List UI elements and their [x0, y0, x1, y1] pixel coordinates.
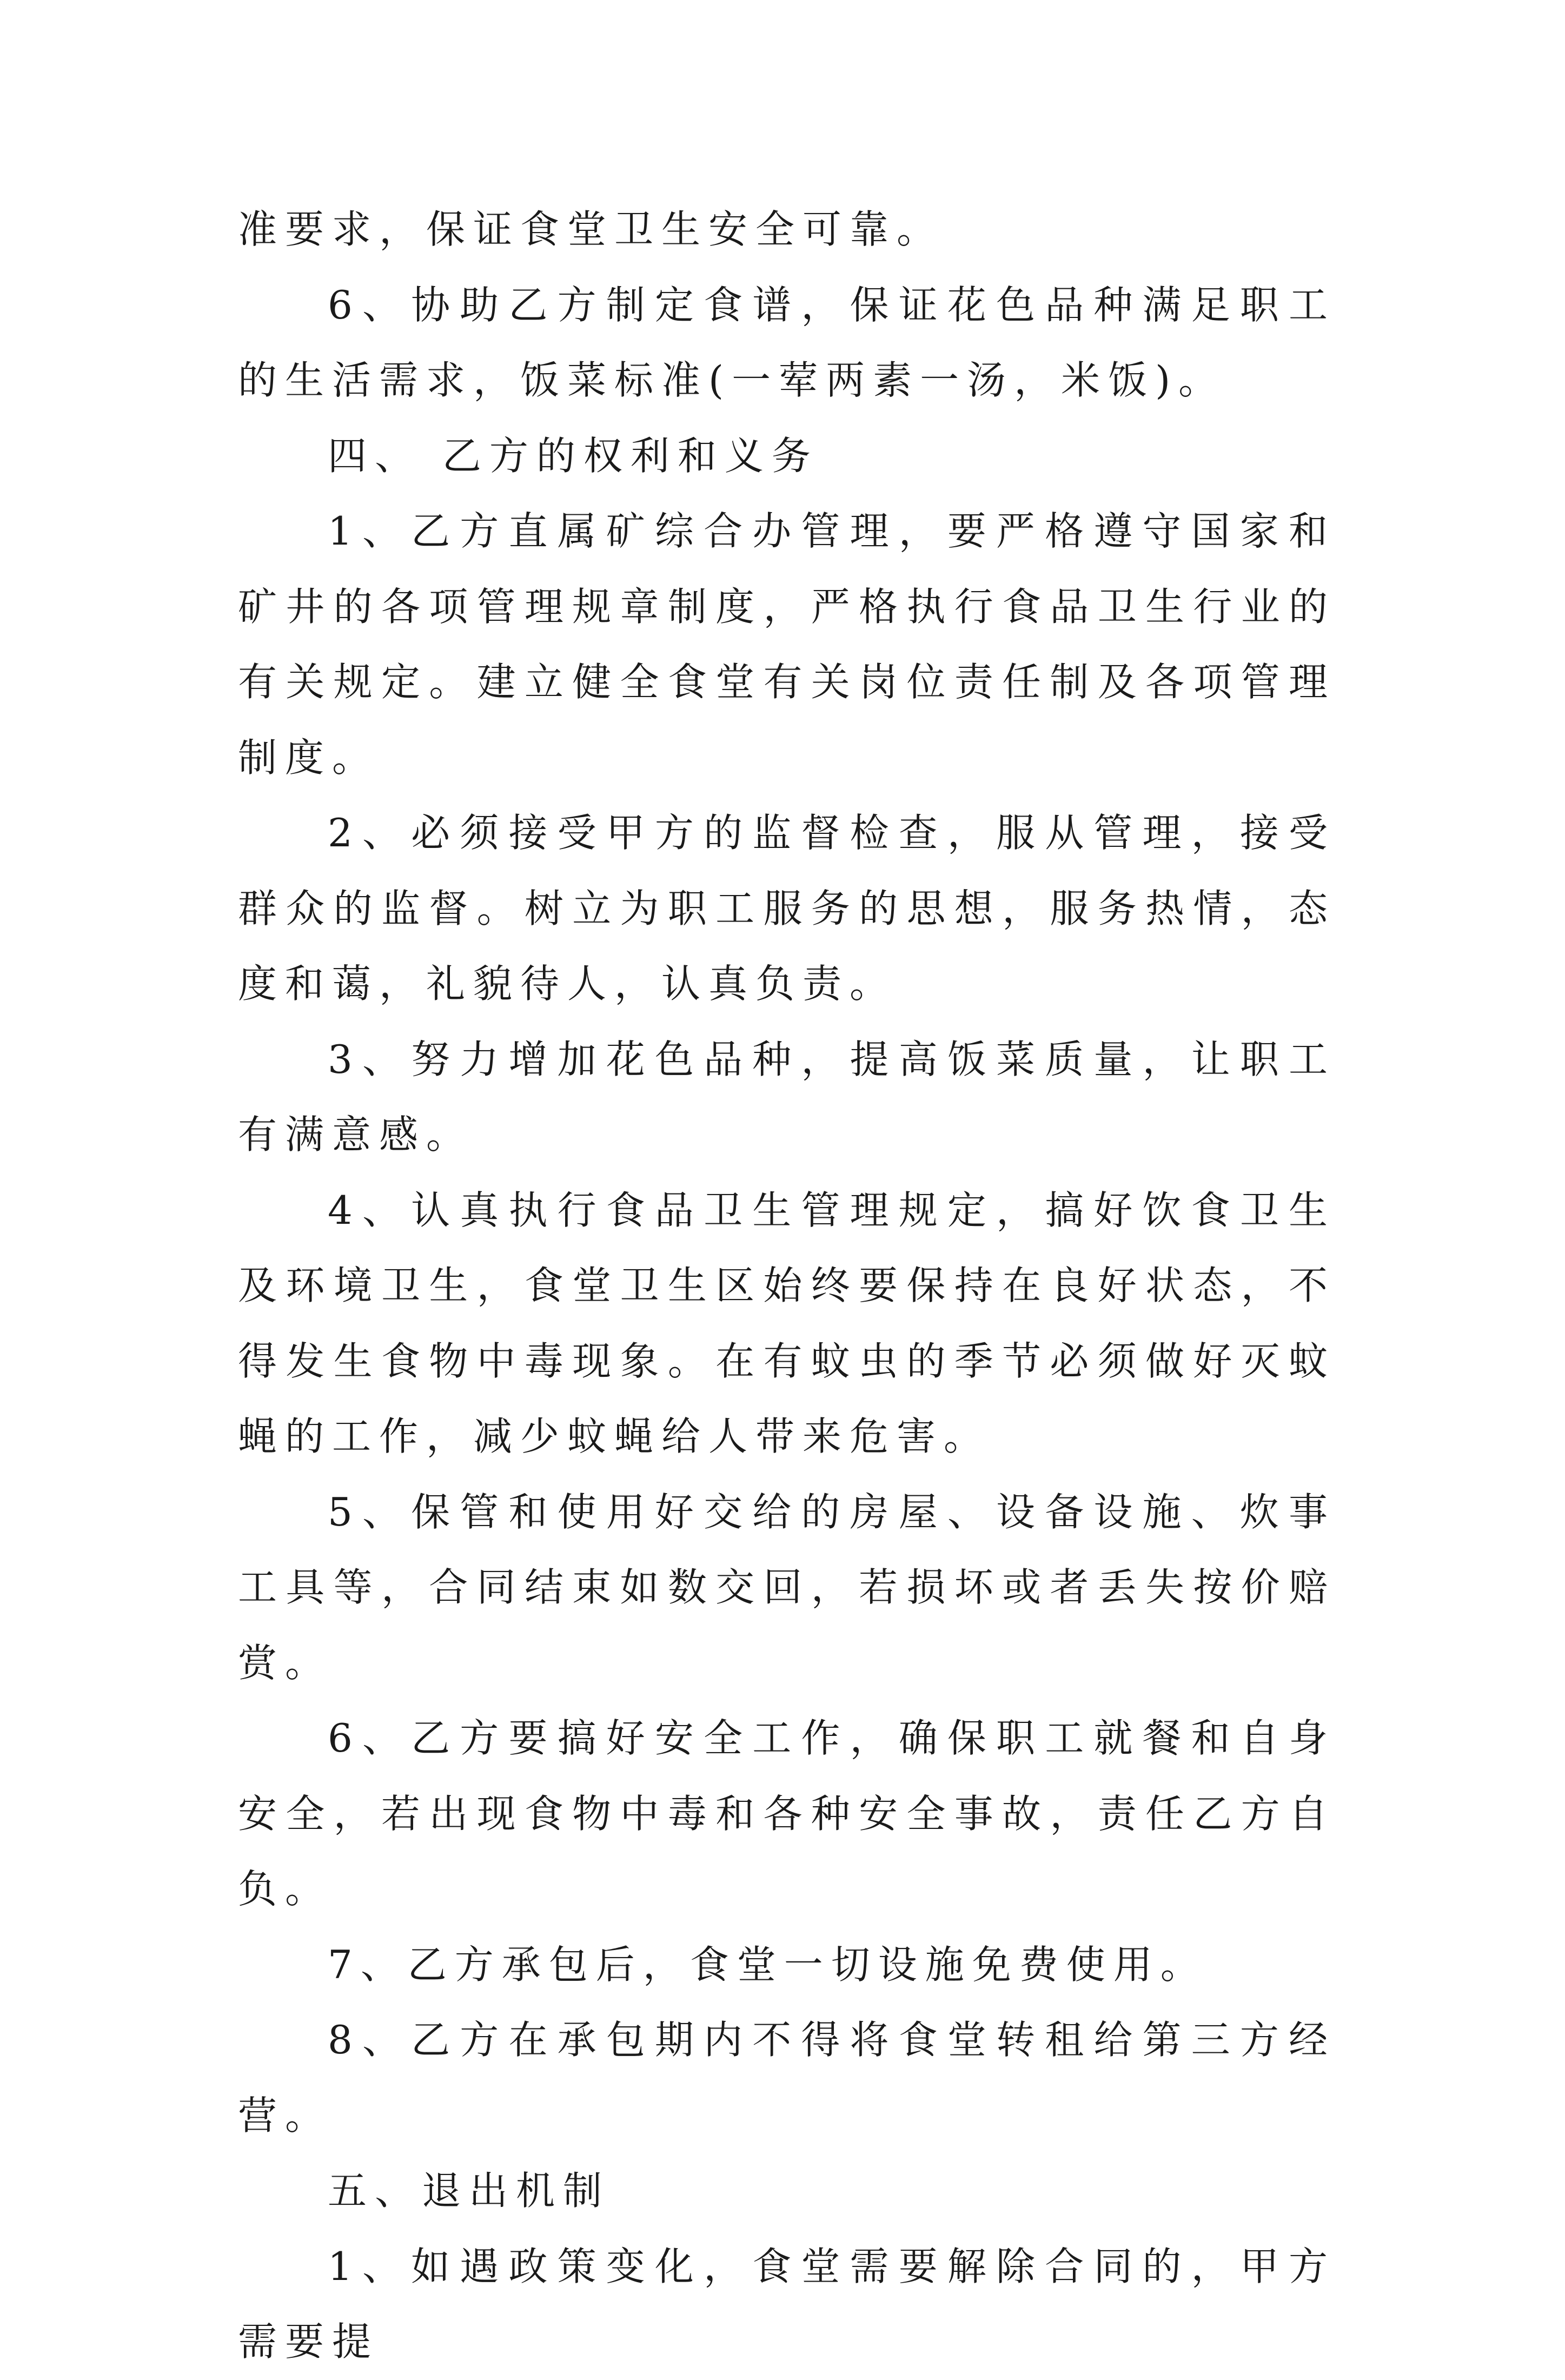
- paragraph-item-4-hygiene: 4、认真执行食品卫生管理规定，搞好饮食卫生及环境卫生，食堂卫生区始终要保持在良好状态，不得发生食物中毒现象。在有蚊虫的季节必须做好灭蚊蝇的工作，减少蚊蝇给人带来危害。: [238, 1187, 1336, 1459]
- paragraph-item-7-facilities: 7、乙方承包后，食堂一切设施免费使用。: [328, 1941, 1208, 1987]
- paragraph-continuation: 准要求，保证食堂卫生安全可靠。: [238, 207, 944, 252]
- paragraph-item-5-custody: 5、保管和使用好交给的房屋、设备设施、炊事工具等，合同结束如数交回，若损坏或者丢失按价赔赏。: [238, 1489, 1336, 1686]
- paragraph-item-3-quality: 3、努力增加花色品种，提高饭菜质量，让职工有满意感。: [238, 1036, 1336, 1157]
- section-heading-4: 四、 乙方的权利和义务: [328, 433, 819, 479]
- document-body: [238, 192, 1336, 2380]
- paragraph-item-6-safety: 6、乙方要搞好安全工作，确保职工就餐和自身安全，若出现食物中毒和各种安全事故，责任乙方自负。: [238, 1715, 1336, 1912]
- paragraph-item-8-sublease: 8、乙方在承包期内不得将食堂转租给第三方经营。: [238, 2017, 1336, 2138]
- paragraph-item-6-recipe: 6、协助乙方制定食谱，保证花色品种满足职工的生活需求，饭菜标准(一荤两素一汤，米饭)。: [238, 282, 1336, 403]
- paragraph-item-1-policy: 1、如遇政策变化，食堂需要解除合同的，甲方需要提: [238, 2243, 1336, 2364]
- paragraph-item-2-supervision: 2、必须接受甲方的监督检查，服从管理，接受群众的监督。树立为职工服务的思想，服务热情，态度和蔼，礼貌待人，认真负责。: [238, 810, 1336, 1006]
- paragraph-item-1-management: 1、乙方直属矿综合办管理，要严格遵守国家和矿井的各项管理规章制度，严格执行食品卫生行业的有关规定。建立健全食堂有关岗位责任制及各项管理制度。: [238, 508, 1336, 780]
- section-heading-5: 五、退出机制: [328, 2168, 611, 2213]
